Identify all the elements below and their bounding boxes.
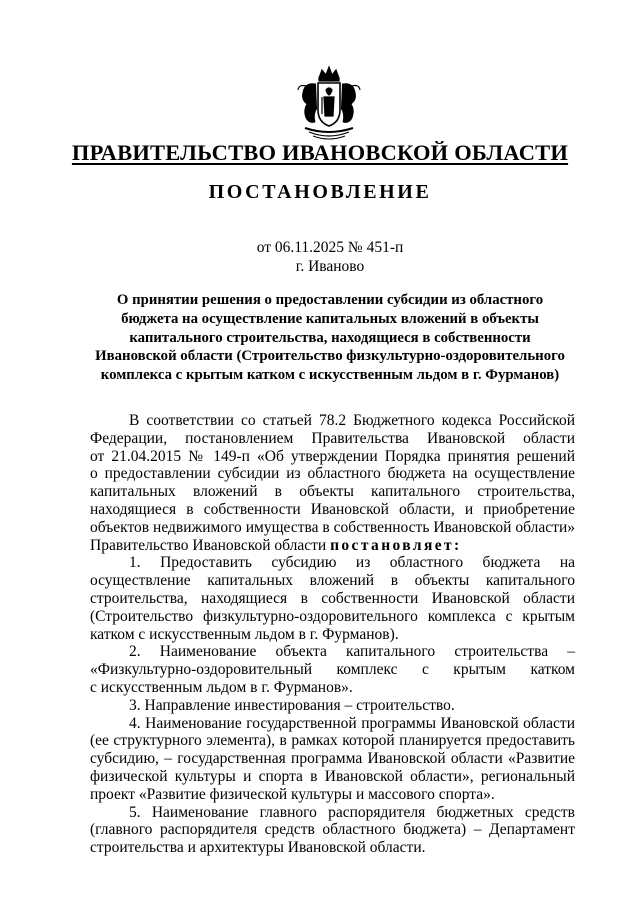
preamble-line: Федерации, постановлением Правительства Ивановской области [90,429,575,447]
coat-of-arms-icon [293,64,365,144]
title-line: бюджета на осуществление капитальных вложений в объекты [121,310,539,327]
title-line: комплекса с крытым катком с искусственным льдом в г. Фурманов) [100,367,560,384]
government-title: ПРАВИТЕЛЬСТВО ИВАНОВСКОЙ ОБЛАСТИ [71,140,569,165]
item-5-line: строительства и архитектуры Ивановской области. [90,839,426,857]
item-4-line: 4. Наименование государственной программы Ивановской области [129,714,575,732]
title-line: капитального строительства, находящиеся в собственности [129,329,531,346]
document-body [90,412,575,857]
document-title [90,291,570,385]
item-4-line: субсидию, – государственная программа Ивановской области «Развитие [90,750,575,768]
preamble-line: капитальных вложений в объекты капитального строительства, [90,483,575,501]
item-1-line: (Строительство физкультурно-оздоровительного комплекса с крытым [90,607,575,625]
title-line: О принятии решения о предоставлении субсидии из областного [116,292,544,308]
item-1-line: катком с искусственным льдом в г. Фурманов). [90,625,399,643]
item-4-line: проект «Развитие физической культуры и массового спорта». [90,785,495,803]
document-city: г. Иваново [295,258,365,275]
item-1-line: осуществление капитальных вложений в объекты капитального [90,572,575,590]
preamble-line: В соответствии со статьей 78.2 Бюджетного кодекса Российской [129,412,575,429]
resolve-prefix: Правительство Ивановской области [90,536,331,554]
item-2-line: 2. Наименование объекта капитального строительства – [129,643,575,661]
item-2-line: с искусственным льдом в г. Фурманов». [90,678,353,696]
item-3-line: 3. Направление инвестирования – строительство. [129,696,455,714]
item-5-line: (главного распорядителя средств областного бюджета) – Департамент [90,821,575,839]
resolve-line [90,537,575,555]
document-date-number: от 06.11.2025 № 451-п [256,239,404,256]
item-5-line: 5. Наименование главного распорядителя бюджетных средств [129,803,575,821]
item-4-line: (ее структурного элемента), в рамках которой планируется предоставить [90,732,575,750]
title-line: Ивановской области (Строительство физкультурно-оздоровительного [95,348,565,365]
preamble-line: о предоставлении субсидии из областного бюджета на осуществление [90,465,575,483]
item-1-line: 1. Предоставить субсидию из областного бюджета на [129,554,575,572]
resolve-word: постановляет: [330,536,462,554]
item-2-line: «Физкультурно-оздоровительный комплекс с крытым катком [90,661,575,679]
item-4-line: физической культуры и спорта в Ивановской области», региональный [90,767,575,785]
preamble-line: от 21.04.2015 № 149-п «Об утверждении Порядка принятия решений [90,447,575,465]
document-type: ПОСТАНОВЛЕНИЕ [208,181,432,203]
preamble-line: находящиеся в собственности Ивановской области, и приобретение [90,500,575,518]
preamble-line: объектов недвижимого имущества в собственность Ивановской области» [90,518,575,536]
item-1-line: строительства, находящиеся в собственности Ивановской области [90,589,575,607]
